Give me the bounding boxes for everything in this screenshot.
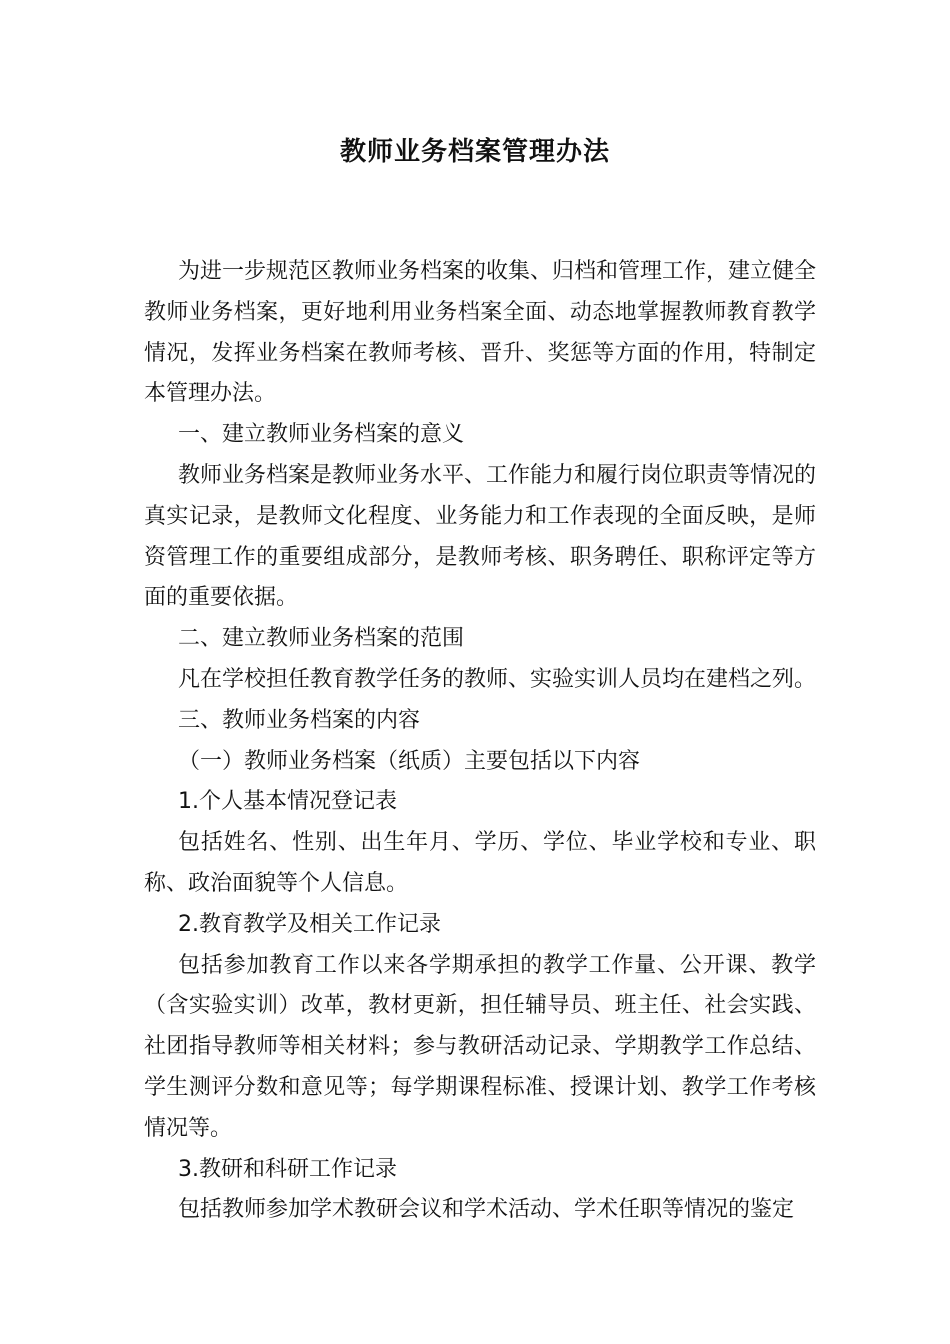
item-heading-3: 3.教研和科研工作记录 <box>178 1156 397 1182</box>
heading-section-1: 一、建立教师业务档案的意义 <box>178 422 465 448</box>
paragraph-research-records: 包括教师参加学术教研会议和学术活动、学术任职等情况的鉴定 <box>178 1197 795 1223</box>
paragraph-scope: 凡在学校担任教育教学任务的教师、实验实训人员均在建档之列。 <box>178 666 817 692</box>
heading-section-3: 三、教师业务档案的内容 <box>178 707 421 733</box>
document-body <box>144 252 816 1231</box>
paragraph-significance: 教师业务档案是教师业务水平、工作能力和履行岗位职责等情况的真实记录，是教师文化程度、业务能力和工作表现的全面反映，是师资管理工作的重要组成部分，是教师考核、职务聘任、职称评定等方面的重要依据。 <box>144 462 817 611</box>
paragraph-teaching-records: 包括参加教育工作以来各学期承担的教学工作量、公开课、教学（含实验实训）改革，教材更新，担任辅导员、班主任、社会实践、社团指导教师等相关材料；参与教研活动记录、学期教学工作总结、学生测评分数和意见等；每学期课程标准、授课计划、教学工作考核情况等。 <box>144 952 816 1141</box>
paragraph-basic-info: 包括姓名、性别、出生年月、学历、学位、毕业学校和专业、职称、政治面貌等个人信息。 <box>144 830 816 896</box>
document-title: 教师业务档案管理办法 <box>339 137 610 167</box>
heading-section-2: 二、建立教师业务档案的范围 <box>178 626 465 652</box>
item-heading-1: 1.个人基本情况登记表 <box>178 789 397 815</box>
subheading-paper-archive: （一）教师业务档案（纸质）主要包括以下内容 <box>178 748 641 774</box>
paragraph-intro: 为进一步规范区教师业务档案的收集、归档和管理工作，建立健全教师业务档案，更好地利用业务档案全面、动态地掌握教师教育教学情况，发挥业务档案在教师考核、晋升、奖惩等方面的作用，特制定本管理办法。 <box>144 259 817 407</box>
item-heading-2: 2.教育教学及相关工作记录 <box>178 911 441 937</box>
